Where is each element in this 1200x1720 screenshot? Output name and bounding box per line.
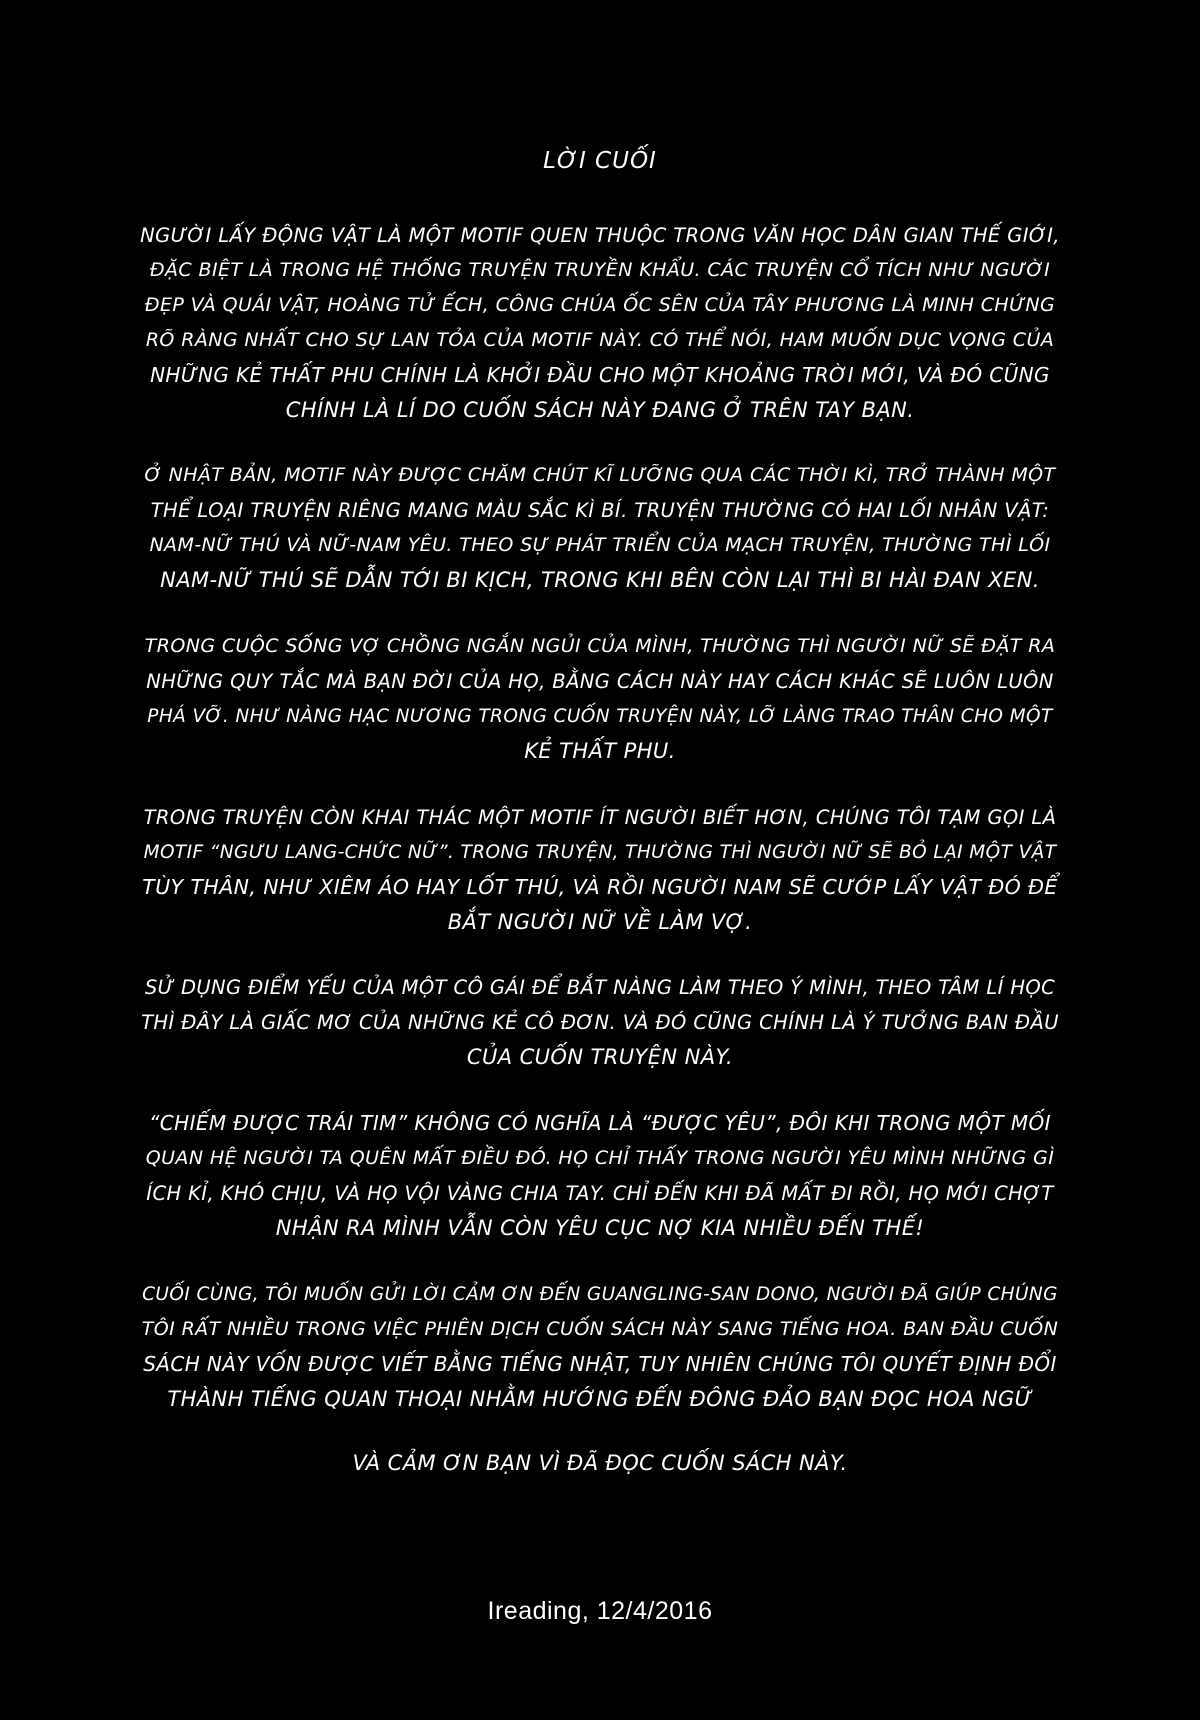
text-line: THÀNH TIẾNG QUAN THOẠI NHẰM HƯỚNG ĐẾN ĐÔNG ĐẢO BẠN ĐỌC HOA NGỮ — [167, 1387, 1033, 1411]
text-line: TÔI RẤT NHIỀU TRONG VIỆC PHIÊN DỊCH CUỐN SÁCH NÀY SANG TIẾNG HOA. BAN ĐẦU CUỐN — [141, 1318, 1059, 1340]
paragraph-6 — [140, 1106, 1060, 1246]
text-line: CHÍNH LÀ LÍ DO CUỐN SÁCH NÀY ĐANG Ở TRÊN TAY BẠN. — [285, 398, 915, 422]
text-line: KẺ THẤT PHU. — [524, 739, 676, 763]
text-line: NAM-NỮ THÚ SẼ DẪN TỚI BI KỊCH, TRONG KHI BÊN CÒN LẠI THÌ BI HÀI ĐAN XEN. — [160, 568, 1040, 592]
text-line: THỂ LOẠI TRUYỆN RIÊNG MANG MÀU SẮC KÌ BÍ. TRUYỆN THƯỜNG CÓ HAI LỐI NHÂN VẬT: — [150, 499, 1050, 522]
text-line: TRONG TRUYỆN CÒN KHAI THÁC MỘT MOTIF ÍT NGƯỜI BIẾT HƠN, CHÚNG TÔI TẠM GỌI LÀ — [143, 806, 1057, 829]
text-line: BẮT NGƯỜI NỮ VỀ LÀM VỢ. — [447, 910, 753, 934]
text-line: ĐẸP VÀ QUÁI VẬT, HOÀNG TỬ ẾCH, CÔNG CHÚA ỐC SÊN CỦA TÂY PHƯƠNG LÀ MINH CHỨNG — [144, 294, 1056, 316]
text-line: VÀ CẢM ƠN BẠN VÌ ĐÃ ĐỌC CUỐN SÁCH NÀY. — [352, 1451, 848, 1475]
text-line: NAM-NỮ THÚ VÀ NỮ-NAM YÊU. THEO SỰ PHÁT TRIỂN CỦA MẠCH TRUYỆN, THƯỜNG THÌ LỐI — [149, 534, 1051, 556]
text-line: SÁCH NÀY VỐN ĐƯỢC VIẾT BẰNG TIẾNG NHẬT, TUY NHIÊN CHÚNG TÔI QUYẾT ĐỊNH ĐỔI — [143, 1352, 1057, 1376]
text-line: QUAN HỆ NGƯỜI TA QUÊN MẤT ĐIỀU ĐÓ. HỌ CHỈ THẤY TRONG NGƯỜI YÊU MÌNH NHỮNG GÌ — [145, 1147, 1055, 1169]
paragraph-1 — [140, 218, 1060, 428]
text-line: NHỮNG QUY TẮC MÀ BẠN ĐỜI CỦA HỌ, BẰNG CÁCH NÀY HAY CÁCH KHÁC SẼ LUÔN LUÔN — [146, 670, 1054, 693]
text-line: CỦA CUỐN TRUYỆN NÀY. — [466, 1045, 734, 1069]
text-line: NHỮNG KẺ THẤT PHU CHÍNH LÀ KHỞI ĐẦU CHO MỘT KHOẢNG TRỜI MỚI, VÀ ĐÓ CŨNG — [150, 363, 1050, 387]
page-title: LỜI CUỐI — [543, 148, 657, 174]
signature-date: Ireading, 12/4/2016 — [487, 1597, 713, 1625]
text-line: MOTIF “NGƯU LANG-CHỨC NỮ”. TRONG TRUYỆN, THƯỜNG THÌ NGƯỜI NỮ SẼ BỎ LẠI MỘT VẬT — [143, 842, 1057, 863]
text-line: THÌ ĐÂY LÀ GIẤC MƠ CỦA NHỮNG KẺ CÔ ĐƠN. VÀ ĐÓ CŨNG CHÍNH LÀ Ý TƯỞNG BAN ĐẦU — [141, 1011, 1059, 1034]
paragraph-4 — [140, 800, 1060, 940]
paragraph-5 — [140, 970, 1060, 1075]
paragraph-8 — [140, 1446, 1060, 1481]
paragraph-2 — [140, 458, 1060, 598]
paragraph-7 — [140, 1277, 1060, 1417]
text-line: ÍCH KỈ, KHÓ CHỊU, VÀ HỌ VỘI VÀNG CHIA TAY. CHỈ ĐẾN KHI ĐÃ MẤT ĐI RỒI, HỌ MỚI CHỢT — [146, 1182, 1054, 1205]
text-line: ĐẶC BIỆT LÀ TRONG HỆ THỐNG TRUYỆN TRUYỀN KHẨU. CÁC TRUYỆN CỔ TÍCH NHƯ NGƯỜI — [149, 259, 1051, 281]
text-line: NHẬN RA MÌNH VẪN CÒN YÊU CỤC NỢ KIA NHIỀU ĐẾN THẾ! — [275, 1216, 925, 1240]
paragraph-3 — [140, 629, 1060, 769]
text-line: RÕ RÀNG NHẤT CHO SỰ LAN TỎA CỦA MOTIF NÀY. CÓ THỂ NÓI, HAM MUỐN DỤC VỌNG CỦA — [145, 329, 1055, 351]
text-line: CUỐI CÙNG, TÔI MUỐN GỬI LỜI CẢM ƠN ĐẾN GUANGLING-SAN DONO, NGƯỜI ĐÃ GIÚP CHÚNG — [142, 1284, 1058, 1305]
text-line: Ở NHẬT BẢN, MOTIF NÀY ĐƯỢC CHĂM CHÚT KĨ LƯỠNG QUA CÁC THỜI KÌ, TRỞ THÀNH MỘT — [144, 464, 1056, 486]
text-line: NGƯỜI LẤY ĐỘNG VẬT LÀ MỘT MOTIF QUEN THUỘC TRONG VĂN HỌC DÂN GIAN THẾ GIỚI, — [140, 224, 1060, 247]
text-line: SỬ DỤNG ĐIỂM YẾU CỦA MỘT CÔ GÁI ĐỂ BẮT NÀNG LÀM THEO Ý MÌNH, THEO TÂM LÍ HỌC — [144, 976, 1056, 999]
text-line: TÙY THÂN, NHƯ XIÊM ÁO HAY LỐT THÚ, VÀ RỒI NGƯỜI NAM SẼ CƯỚP LẤY VẬT ĐÓ ĐỂ — [142, 875, 1058, 899]
text-line: TRONG CUỘC SỐNG VỢ CHỒNG NGẮN NGỦI CỦA MÌNH, THƯỜNG THÌ NGƯỜI NỮ SẼ ĐẶT RA — [144, 635, 1056, 657]
text-line: PHÁ VỠ. NHƯ NÀNG HẠC NƯƠNG TRONG CUỐN TRUYỆN NÀY, LỠ LÀNG TRAO THÂN CHO MỘT — [147, 706, 1053, 727]
text-line: “CHIẾM ĐƯỢC TRÁI TIM” KHÔNG CÓ NGHĨA LÀ “ĐƯỢC YÊU”, ĐÔI KHI TRONG MỘT MỐI — [149, 1111, 1051, 1135]
